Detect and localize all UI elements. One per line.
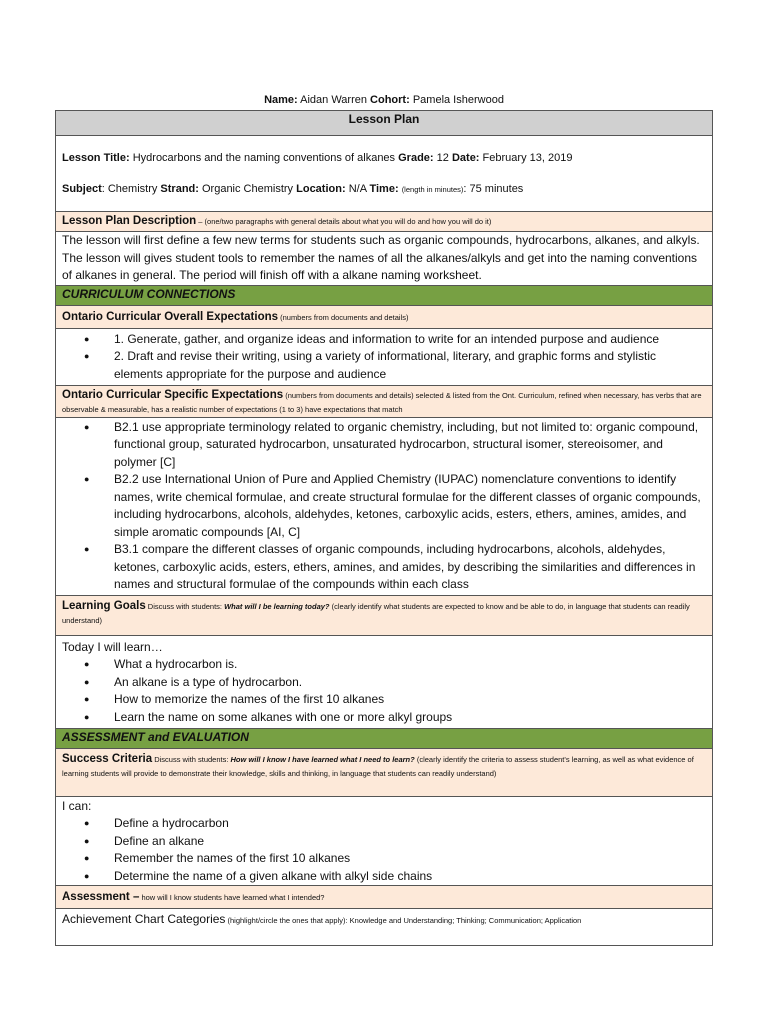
subject-label: Subject [62,182,102,195]
goals-note: (clearly identify what students are expected to know and be able to do, in language that students can readily understand) [62,601,690,625]
goals-row [56,635,713,728]
info-cell [56,136,713,212]
success-label: Success Criteria [62,752,153,765]
list-item: ● Define a hydrocarbon [106,815,706,833]
specific-label-row [56,385,713,417]
overall-list [62,331,706,384]
name-value: Aidan Warren [300,94,367,106]
success-list [62,815,706,885]
achievement-row [56,909,713,946]
subject-line [62,181,706,199]
goals-label-row [56,595,713,635]
description-row [56,232,713,286]
goals-label: Learning Goals [62,599,146,612]
success-label-row [56,748,713,796]
assessment-label: Assessment – [62,891,140,903]
list-item: ● B3.1 compare the different classes of organic compounds, including hydrocarbons, alcohols, aldehydes, ketones, carboxylic acids, esters, ethers, amines, and amides, by describing the similarities and differences in names and structural formulae of the compounds within each class [106,541,706,594]
grade-value: 12 [436,152,449,164]
achievement-label: Achievement Chart Categories [62,912,226,926]
achievement-note: (highlight/circle the ones that apply): Knowledge and Understanding; Thinking; Communication; Application [225,916,582,925]
list-item: ● How to memorize the names of the first 10 alkanes [106,691,706,709]
success-intro: I can: [62,798,92,813]
description-label: Lesson Plan Description [62,215,197,227]
location-label: Location: [296,182,346,195]
time-note: (length in minutes) [401,184,464,194]
lesson-title-value: Hydrocarbons and the naming conventions of alkanes [132,152,396,164]
overall-label-row [56,305,713,328]
description-text: The lesson will first define a few new terms for students such as organic compounds, hydrocarbons, alkanes, and alkyls. The lesson will gives student tools to remember the names of all the alkanes/alkyls and get into the naming conventions of alkanes in general. The period will finish off with a alkane naming worksheet. [56,232,713,286]
location-value: N/A [348,182,367,195]
specific-note: (numbers from documents and details) selected & listed from the Ont. Curriculum, refined when necessary, has verbs that are observable & measurable, has a realistic number of expectations (1 to 3) have expectations that match [62,390,702,414]
specific-list [62,419,706,594]
list-item: ● What a hydrocarbon is. [106,656,706,674]
header-line [0,94,768,106]
list-item: ● 2. Draft and revise their writing, using a variety of informational, literary, and graphic forms and stylistic elements appropriate for the purpose and audience [106,348,706,383]
cohort-label: Cohort: [370,94,410,106]
list-item: ● Determine the name of a given alkane with alkyl side chains [106,868,706,886]
success-note: (clearly identify the criteria to assess student's learning, as well as what evidence of learning students will provide to demonstrate their knowledge, skills and thinking, in language that students can readily understand) [62,754,694,778]
goals-list [62,656,706,726]
overall-note: (numbers from documents and details) [278,312,409,322]
lesson-title-label: Lesson Title: [62,152,130,164]
curriculum-row [56,285,713,305]
date-label: Date: [451,152,480,164]
overall-row [56,328,713,385]
success-row [56,796,713,886]
name-label: Name: [264,94,298,106]
strand-label: Strand: [160,182,199,195]
assessment-label-row [56,886,713,909]
assessment-eval-row [56,728,713,748]
subject-value: : Chemistry [101,182,158,195]
assessment-note: how will I know students have learned what I intended? [139,893,325,902]
list-item: ● An alkane is a type of hydrocarbon. [106,674,706,692]
list-item: ● Remember the names of the first 10 alkanes [106,850,706,868]
assessment-eval-heading: ASSESSMENT and EVALUATION [56,728,713,748]
list-item: ● B2.1 use appropriate terminology related to organic chemistry, including, but not limited to: organic compound, functional group, saturated hydrocarbon, unsaturated hydrocarbon, structural isomer, stereoisomer, and polymer [C] [106,419,706,472]
curriculum-heading: CURRICULUM CONNECTIONS [56,285,713,305]
success-question: How will I know I have learned what I need to learn? [230,754,415,764]
time-value: : 75 minutes [463,182,524,195]
overall-label: Ontario Curricular Overall Expectations [62,310,279,323]
list-item: ● 1. Generate, gather, and organize ideas and information to write for an intended purpose and audience [106,331,706,349]
time-label: Time: [369,182,399,195]
list-item: ● B2.2 use International Union of Pure and Applied Chemistry (IUPAC) nomenclature conventions to identify names, write chemical formulae, and create structural formulae for the different classes of organic compounds, including hydrocarbons, alcohols, aldehydes, ketones, carboxylic acids, esters, ethers, amines, amides, and simple aromatic compounds [AI, C] [106,471,706,541]
description-note: – (one/two paragraphs with general details about what you will do and how you will do it) [196,217,492,226]
list-item: ● Learn the name on some alkanes with one or more alkyl groups [106,709,706,727]
date-value: February 13, 2019 [482,152,573,164]
goals-discuss: Discuss with students: [145,601,225,611]
success-discuss: Discuss with students: [152,754,231,764]
specific-row [56,417,713,595]
lesson-plan-table [55,110,713,946]
info-row [56,136,713,212]
goals-intro: Today I will learn… [62,639,163,654]
page-title: Lesson Plan [56,111,713,136]
lesson-title-line [62,150,706,168]
cohort-value: Pamela Isherwood [412,94,504,106]
grade-label: Grade: [398,152,434,164]
goals-question: What will I be learning today? [224,601,330,611]
title-row [56,111,713,136]
list-item: ● Define an alkane [106,833,706,851]
description-label-row [56,212,713,232]
strand-value: Organic Chemistry [201,182,294,195]
specific-label: Ontario Curricular Specific Expectations [62,388,284,401]
